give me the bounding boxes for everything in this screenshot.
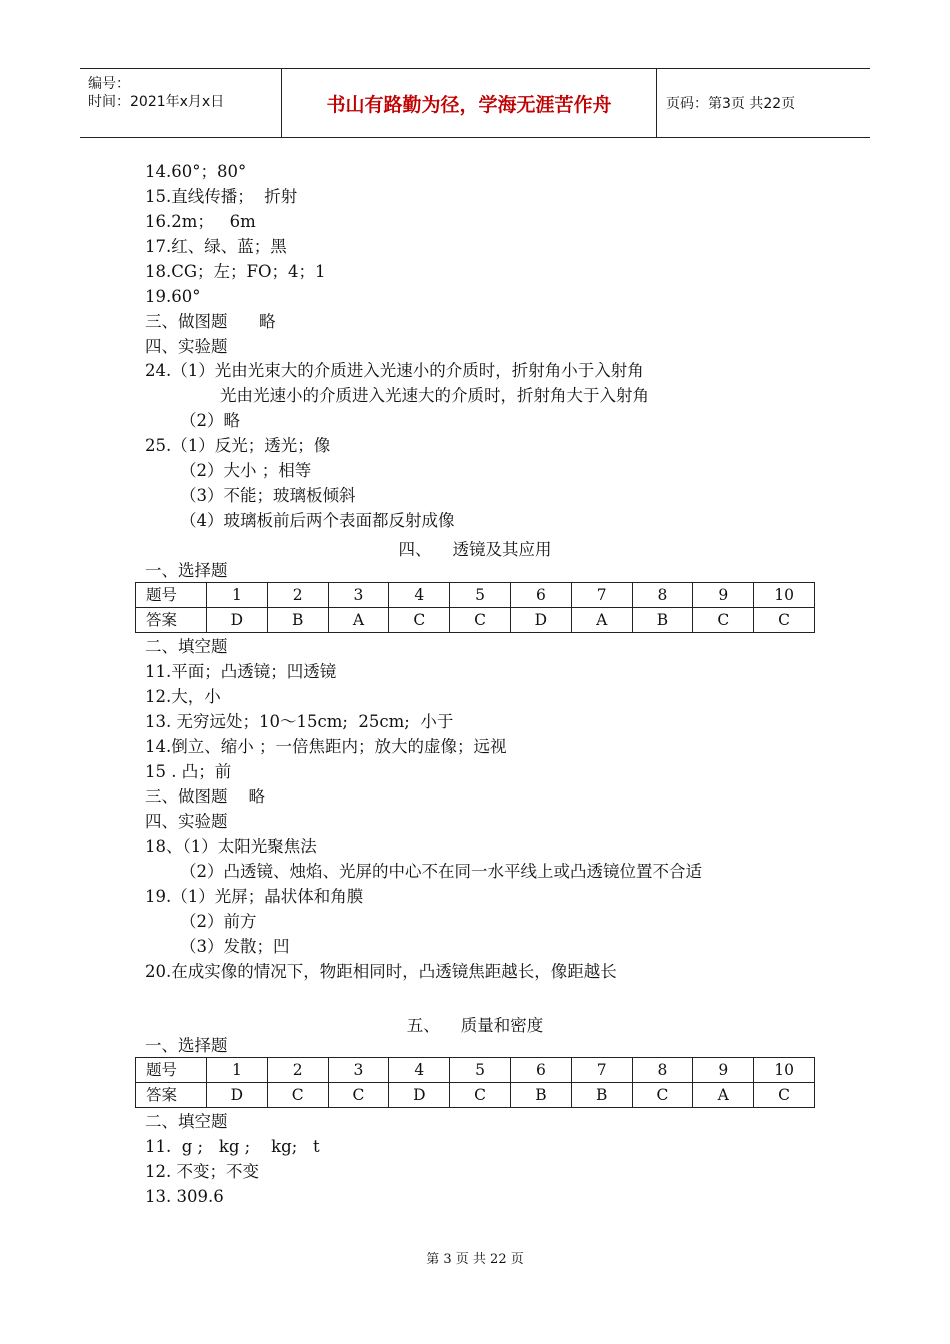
section-heading: 二、填空题 bbox=[145, 1112, 228, 1131]
table-cell: 8 bbox=[632, 583, 693, 608]
header-left bbox=[80, 69, 280, 137]
answer-line: 15 . 凸；前 bbox=[145, 762, 232, 781]
table-cell: D bbox=[389, 1083, 450, 1108]
answer-line: 18、（1）太阳光聚焦法 bbox=[145, 837, 317, 856]
answer-line: 19.（1）光屏；晶状体和角膜 bbox=[145, 887, 364, 906]
section-heading: 一、选择题 bbox=[145, 1036, 228, 1055]
answer-line: 12.大，小 bbox=[145, 687, 221, 706]
table-label: 答案 bbox=[136, 1083, 207, 1108]
section-5-title: 五、 质量和密度 bbox=[406, 1016, 544, 1035]
answer-line: （2）大小 ；相等 bbox=[180, 461, 312, 480]
time-label: 时间：2021年x月x日 bbox=[88, 94, 225, 110]
answer-line: 15.直线传播； 折射 bbox=[145, 187, 298, 206]
table-cell: A bbox=[328, 608, 389, 633]
table-cell: 2 bbox=[267, 583, 328, 608]
table-cell: B bbox=[571, 1083, 632, 1108]
section-heading: 四、实验题 bbox=[145, 337, 228, 356]
table-cell: 1 bbox=[207, 583, 268, 608]
table-cell: 5 bbox=[450, 583, 511, 608]
answer-line: （3）发散；凹 bbox=[180, 937, 290, 956]
table-row bbox=[136, 608, 815, 633]
answer-line: 11. g ; kg ; kg; t bbox=[145, 1137, 320, 1156]
table-cell: 5 bbox=[450, 1058, 511, 1083]
answer-line: 18.CG；左；FO；4；1 bbox=[145, 262, 326, 281]
answer-line: 14.倒立、缩小 ；一倍焦距内；放大的虚像；远视 bbox=[145, 737, 507, 756]
answer-line: （2）前方 bbox=[180, 912, 257, 931]
page-header bbox=[80, 68, 870, 138]
table-cell: C bbox=[754, 608, 815, 633]
table-label: 答案 bbox=[136, 608, 207, 633]
answer-line: 20.在成实像的情况下，物距相同时，凸透镜焦距越长，像距越长 bbox=[145, 962, 617, 981]
table-label: 题号 bbox=[136, 583, 207, 608]
page-footer: 第 3 页 共 22 页 bbox=[426, 1252, 524, 1267]
table-cell: 4 bbox=[389, 583, 450, 608]
section-heading: 三、做图题 略 bbox=[145, 787, 265, 806]
table-row bbox=[136, 583, 815, 608]
table-cell: C bbox=[389, 608, 450, 633]
table-label: 题号 bbox=[136, 1058, 207, 1083]
table-cell: B bbox=[632, 608, 693, 633]
section-heading: 三、做图题 略 bbox=[145, 312, 276, 331]
table-cell: C bbox=[632, 1083, 693, 1108]
table-cell: C bbox=[450, 608, 511, 633]
table-cell: 6 bbox=[510, 583, 571, 608]
table-cell: 2 bbox=[267, 1058, 328, 1083]
answer-line: （4）玻璃板前后两个表面都反射成像 bbox=[180, 511, 455, 530]
table-cell: A bbox=[571, 608, 632, 633]
section-heading: 二、填空题 bbox=[145, 637, 228, 656]
answer-line: （2）凸透镜、烛焰、光屏的中心不在同一水平线上或凸透镜位置不合适 bbox=[180, 862, 702, 881]
answer-line: 17.红、绿、蓝；黑 bbox=[145, 237, 287, 256]
table-cell: 4 bbox=[389, 1058, 450, 1083]
section-heading: 一、选择题 bbox=[145, 561, 228, 580]
table-cell: 3 bbox=[328, 1058, 389, 1083]
table-cell: C bbox=[693, 608, 754, 633]
table-cell: 1 bbox=[207, 1058, 268, 1083]
answer-line: 12. 不变；不变 bbox=[145, 1162, 259, 1181]
table-cell: 6 bbox=[510, 1058, 571, 1083]
table-cell: B bbox=[267, 608, 328, 633]
table-cell: D bbox=[207, 1083, 268, 1108]
table-cell: 9 bbox=[693, 1058, 754, 1083]
motto: 书山有路勤为径，学海无涯苦作舟 bbox=[281, 69, 657, 137]
section-heading: 四、实验题 bbox=[145, 812, 228, 831]
table-cell: A bbox=[693, 1083, 754, 1108]
table-cell: D bbox=[207, 608, 268, 633]
table-cell: C bbox=[450, 1083, 511, 1108]
answer-line: 13. 无穷远处；10～15cm; 25cm; 小于 bbox=[145, 712, 454, 731]
answer-line: 19.60° bbox=[145, 287, 201, 306]
answer-table-4 bbox=[135, 582, 815, 633]
answer-line: 13. 309.6 bbox=[145, 1187, 224, 1206]
answer-line: 11.平面；凸透镜；凹透镜 bbox=[145, 662, 337, 681]
table-cell: 9 bbox=[693, 583, 754, 608]
section-4-title: 四、 透镜及其应用 bbox=[398, 540, 552, 559]
table-row bbox=[136, 1083, 815, 1108]
answer-line: （2）略 bbox=[180, 411, 240, 430]
answer-line: 光由光速小的介质进入光速大的介质时，折射角大于入射角 bbox=[220, 386, 649, 405]
page-label: 页码：第3页 共22页 bbox=[666, 96, 796, 112]
answer-line: 14.60°；80° bbox=[145, 162, 247, 181]
answer-line: 16.2m； 6m bbox=[145, 212, 256, 231]
answer-line: 25.（1）反光；透光；像 bbox=[145, 436, 331, 455]
answer-line: 24.（1）光由光束大的介质进入光速小的介质时，折射角小于入射角 bbox=[145, 361, 644, 380]
table-cell: C bbox=[328, 1083, 389, 1108]
table-cell: 7 bbox=[571, 1058, 632, 1083]
table-cell: D bbox=[510, 608, 571, 633]
answer-line: （3）不能；玻璃板倾斜 bbox=[180, 486, 356, 505]
answer-table-5 bbox=[135, 1057, 815, 1108]
table-cell: C bbox=[267, 1083, 328, 1108]
table-cell: 7 bbox=[571, 583, 632, 608]
table-cell: 10 bbox=[754, 1058, 815, 1083]
table-cell: 10 bbox=[754, 583, 815, 608]
table-row bbox=[136, 1058, 815, 1083]
table-cell: C bbox=[754, 1083, 815, 1108]
table-cell: B bbox=[510, 1083, 571, 1108]
table-cell: 3 bbox=[328, 583, 389, 608]
number-label: 编号： bbox=[88, 76, 130, 92]
table-cell: 8 bbox=[632, 1058, 693, 1083]
